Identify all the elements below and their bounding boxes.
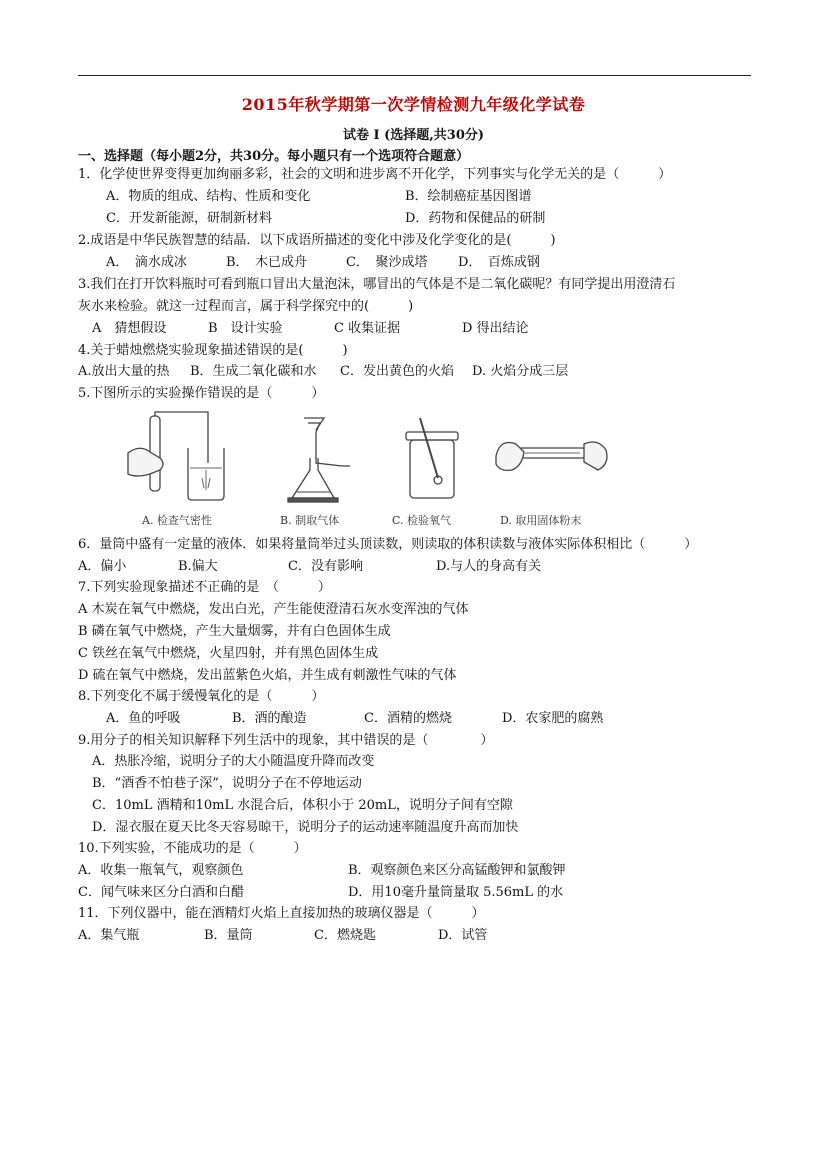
q8-option-b: B．酒的酿造: [232, 711, 307, 726]
q1-stem: 1．化学使世界变得更加绚丽多彩，社会的文明和进步离不开化学，下列事实与化学无关的是（ ）: [78, 167, 672, 182]
q3-option-d: D 得出结论: [462, 321, 529, 336]
q3-stem-line2: 灰水来检验。就这一过程而言，属于科学探究中的( ): [78, 299, 414, 314]
figure-caption-b: B. 制取气体: [280, 514, 340, 527]
exam-subtitle: 试卷 I (选择题,共30分): [342, 128, 485, 143]
q11-option-a: A．集气瓶: [78, 928, 140, 943]
q6-option-b: B.偏大: [178, 559, 218, 574]
section-heading: 一、选择题（每小题2分，共30分。每小题只有一个选项符合题意）: [78, 149, 470, 164]
q6-option-a: A．偏小: [78, 559, 127, 574]
figure-caption-a: A. 检查气密性: [142, 514, 212, 527]
q10-option-d: D．用10毫升量筒量取 5.56mL 的水: [348, 885, 564, 900]
q1-option-d: D．药物和保健品的研制: [405, 211, 546, 226]
q7-stem: 7.下列实验现象描述不正确的是 （ ）: [78, 580, 331, 595]
q2-option-c: C． 聚沙成塔: [346, 255, 428, 270]
q11-option-c: C．燃烧匙: [314, 928, 376, 943]
q7-option-c: C 铁丝在氧气中燃烧，火星四射，并有黑色固体生成: [78, 646, 379, 661]
q5-stem: 5.下图所示的实验操作错误的是（ ）: [78, 386, 325, 401]
q2-stem: 2.成语是中华民族智慧的结晶．以下成语所描述的变化中涉及化学变化的是( ): [78, 233, 556, 248]
q2-option-b: B． 木已成舟: [226, 255, 308, 270]
q11-stem: 11．下列仪器中，能在酒精灯火焰上直接加热的玻璃仪器是（ ）: [78, 906, 485, 921]
apparatus-c-jar: [406, 418, 458, 498]
q7-option-b: B 磷在氧气中燃烧，产生大量烟雾，并有白色固体生成: [78, 624, 391, 639]
q7-option-d: D 硫在氧气中燃烧，发出蓝紫色火焰，并生成有刺激性气味的气体: [78, 668, 457, 683]
q1-option-b: B．绘制癌症基因图谱: [405, 189, 532, 204]
q9-option-d: D．湿衣服在夏天比冬天容易晾干，说明分子的运动速率随温度升高而加快: [92, 820, 519, 835]
q2-option-d: D． 百炼成钢: [458, 255, 540, 270]
q1-option-c: C．开发新能源，研制新材料: [106, 211, 272, 226]
q3-option-a: A 猜想假设: [92, 321, 167, 336]
header-rule: [78, 75, 751, 76]
q7-option-a: A 木炭在氧气中燃烧，发出白光，产生能使澄清石灰水变浑浊的气体: [78, 602, 469, 617]
apparatus-b-flask: [288, 418, 350, 502]
q4-option-c: C．发出黄色的火焰: [340, 364, 454, 379]
figure-caption-c: C. 检验氧气: [392, 514, 452, 527]
q3-option-b: B 设计实验: [208, 321, 283, 336]
q2-option-a: A． 滴水成冰: [106, 255, 187, 270]
q10-option-a: A．收集一瓶氧气，观察颜色: [78, 863, 244, 878]
q8-option-a: A．鱼的呼吸: [106, 711, 181, 726]
q8-option-d: D．农家肥的腐熟: [502, 711, 604, 726]
apparatus-d-test-tube: [496, 442, 607, 470]
q8-stem: 8.下列变化不属于缓慢氧化的是（ ）: [78, 689, 325, 704]
q9-option-b: B．“酒香不怕巷子深”，说明分子在不停地运动: [92, 776, 362, 791]
q10-option-c: C．闻气味来区分白酒和白醋: [78, 885, 244, 900]
q9-stem: 9.用分子的相关知识解释下列生活中的现象，其中错误的是（ ）: [78, 733, 494, 748]
figure-caption-d: D. 取用固体粉末: [500, 514, 582, 527]
q6-stem: 6．量筒中盛有一定量的液体．如果将量筒举过头顶读数，则读取的体积读数与液体实际体积相比（ ）: [78, 537, 698, 552]
q3-option-c: C 收集证据: [334, 321, 401, 336]
q4-stem: 4.关于蜡烛燃烧实验现象描述错误的是( ): [78, 343, 348, 358]
q9-option-a: A．热胀冷缩，说明分子的大小随温度升降而改变: [92, 754, 375, 769]
q6-option-c: C．没有影响: [288, 559, 363, 574]
q10-option-b: B．观察颜色来区分高锰酸钾和氯酸钾: [348, 863, 566, 878]
q11-option-b: B．量筒: [204, 928, 253, 943]
q4-option-d: D. 火焰分成三层: [472, 364, 569, 379]
q4-option-b: B．生成二氧化碳和水: [190, 364, 317, 379]
q4-option-a: A.放出大量的热: [78, 364, 170, 379]
q8-option-c: C．酒精的燃烧: [364, 711, 452, 726]
q5-apparatus-figure: [120, 408, 625, 533]
apparatus-a-airtightness: [128, 412, 224, 500]
q11-option-d: D．试管: [438, 928, 488, 943]
q6-option-d: D.与人的身高有关: [436, 559, 542, 574]
q1-option-a: A．物质的组成、结构、性质和变化: [106, 189, 311, 204]
q3-stem-line1: 3.我们在打开饮料瓶时可看到瓶口冒出大量泡沫，哪冒出的气体是不是二氧化碳呢？有同学提出用澄清石: [78, 277, 676, 292]
q9-option-c: C．10mL 酒精和10mL 水混合后，体积小于 20mL，说明分子间有空隙: [92, 798, 513, 813]
exam-title: 2015年秋学期第一次学情检测九年级化学试卷: [241, 95, 586, 114]
q10-stem: 10.下列实验，不能成功的是（ ）: [78, 841, 307, 856]
